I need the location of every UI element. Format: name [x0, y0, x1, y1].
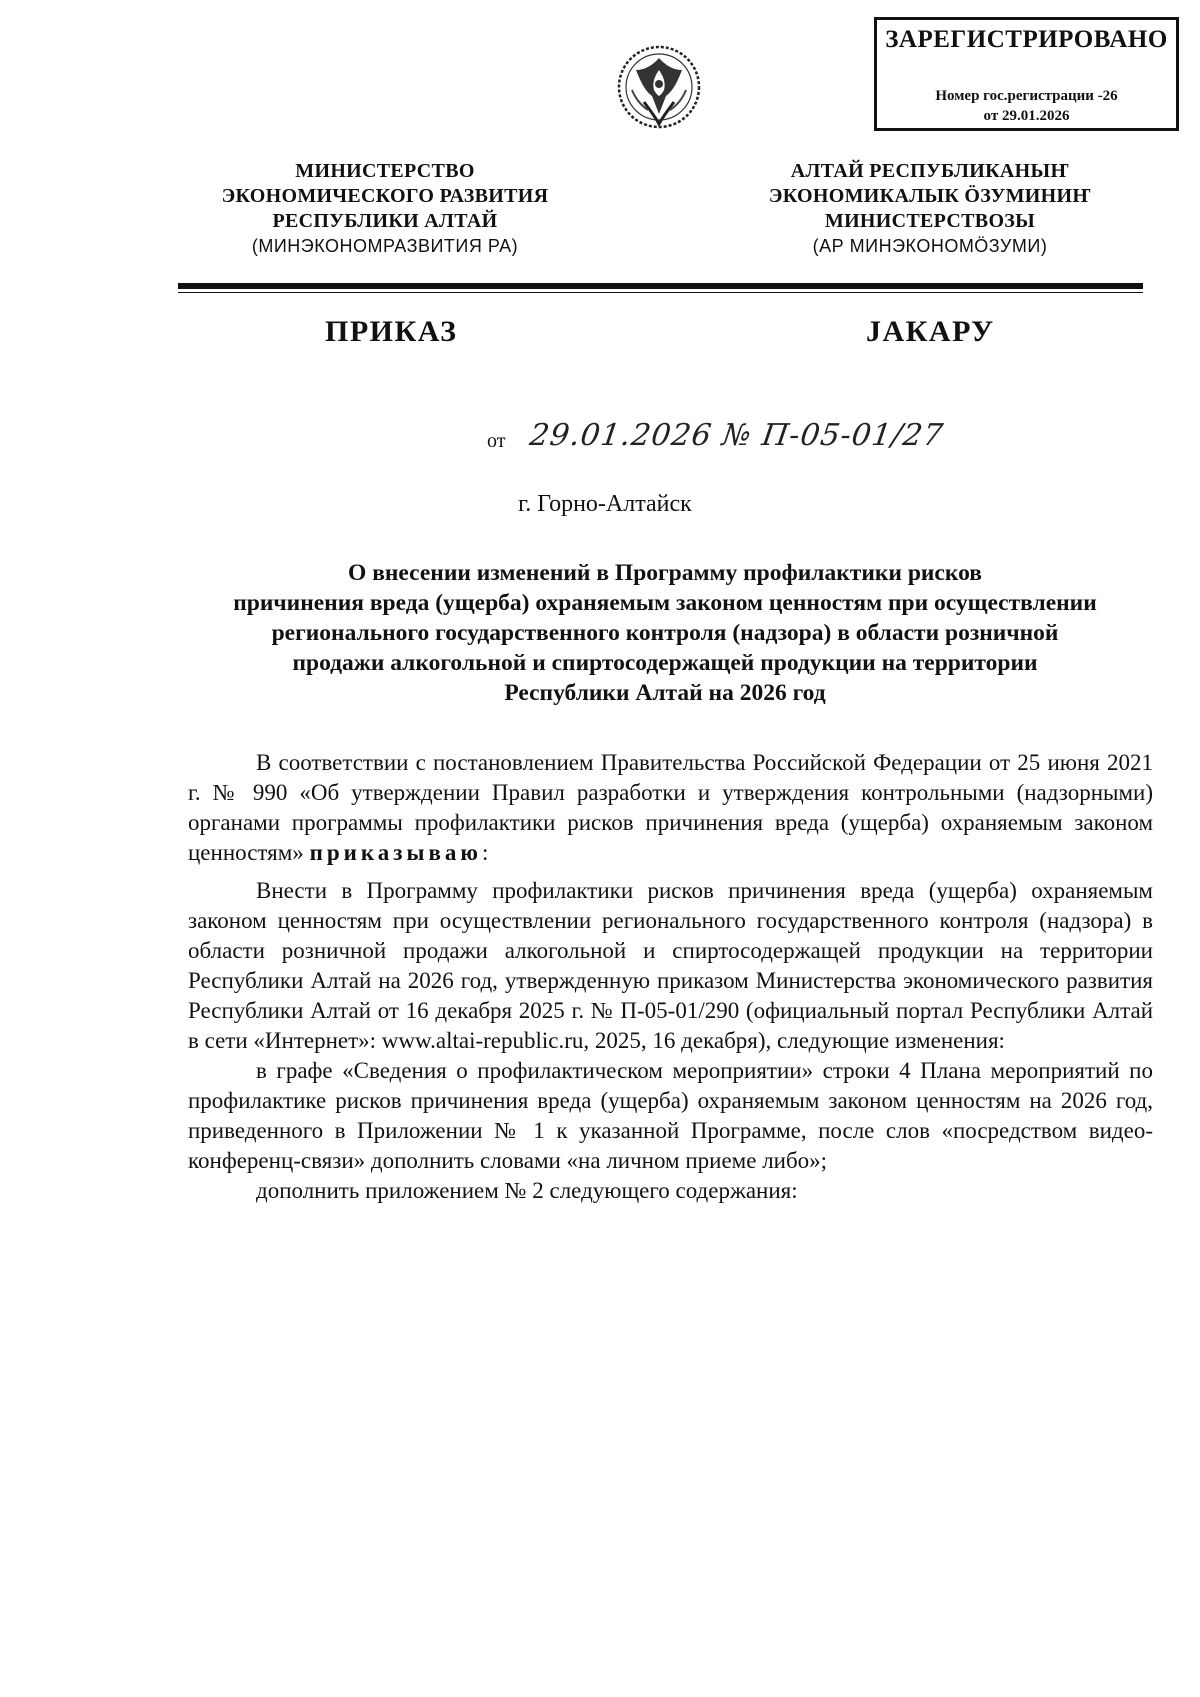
order-body	[188, 748, 1153, 1206]
city-line	[0, 491, 1200, 518]
order-subject	[170, 558, 1160, 708]
date-prefix: от	[487, 430, 506, 452]
ministry-name-line: МИНИСТЕРСТВО	[295, 160, 475, 182]
stamp-title: ЗАРЕГИСТРИРОВАНО	[885, 26, 1168, 53]
order-title-ru: ПРИКАЗ	[325, 315, 458, 348]
ministry-header-ru	[190, 159, 580, 259]
header-divider	[178, 283, 1143, 289]
preamble-colon: :	[481, 840, 489, 865]
registration-stamp	[874, 17, 1179, 131]
stamp-registration-number: Номер гос.регистрации -26	[935, 88, 1118, 104]
body-paragraph-preamble	[188, 748, 1153, 868]
ministry-name-line: ЭКОНОМИЧЕСКОГО РАЗВИТИЯ	[221, 185, 549, 207]
stamp-date: от 29.01.2026	[983, 108, 1070, 124]
body-paragraph: Внести в Программу профилактики рисков причинения вреда (ущерба) охраняемым законом ценностям при осуществлении регионального государственного контроля (надзора) в области розничной продажи алкогольной и спиртосодержащей продукции на территории Республики Алтай на 2026 год, утвержденную приказом Министерства экономического развития Республики Алтай от 16 декабря 2025 г. № П-05-01/290 (официальный портал Республики Алтай в сети «Интернет»: www.altai-republic.ru, 2025, 16 декабря), следующие изменения:	[188, 878, 1153, 1053]
body-paragraph: дополнить приложением № 2 следующего содержания:	[256, 1178, 798, 1203]
order-title-alt: JАКАРУ	[866, 315, 995, 348]
city-name: г. Горно-Алтайск	[518, 491, 692, 517]
ministry-name-line: МИНИСТЕРСТВОЗЫ	[824, 210, 1036, 232]
handwritten-date-number: 29.01.2026 № П-05-01/27	[527, 418, 946, 453]
ministry-abbreviation: (АР МИНЭКОНОМÖЗУМИ)	[812, 236, 1048, 256]
preamble-text: В соответствии с постановлением Правительства Российской Федерации от 25 июня 2021 г. № 990 «Об утверждении Правил разработки и утверждения контрольными (надзорными) органами программы профилактики рисков причинения вреда (ущерба) охраняемым законом ценностям»	[188, 750, 1153, 865]
ministry-name-line: РЕСПУБЛИКИ АЛТАЙ	[272, 210, 498, 232]
header-divider-thin	[178, 292, 1143, 293]
subject-line: причинения вреда (ущерба) охраняемым законом ценностям при осуществлении	[233, 590, 1097, 616]
ministry-header-alt	[735, 159, 1125, 259]
order-keyword: приказываю	[309, 840, 482, 865]
subject-line: продажи алкогольной и спиртосодержащей продукции на территории	[292, 650, 1038, 676]
ministry-name-line: АЛТАЙ РЕСПУБЛИКАНЫҤ	[790, 160, 1070, 182]
coat-of-arms-icon	[614, 40, 704, 134]
ministry-abbreviation: (МИНЭКОНОМРАЗВИТИЯ РА)	[251, 236, 519, 256]
subject-line: Республики Алтай на 2026 год	[504, 680, 826, 706]
ministry-name-line: ЭКОНОМИКАЛЫК ÖЗУМИНИҤ	[768, 185, 1092, 207]
subject-line: О внесении изменений в Программу профилактики рисков	[348, 560, 982, 586]
body-paragraph: в графе «Сведения о профилактическом мероприятии» строки 4 Плана мероприятий по профилактике рисков причинения вреда (ущерба) охраняемым законом ценностям на 2026 год, приведенного в Приложении № 1 к указанной Программе, после слов «посредством видео-конференц-связи» дополнить словами «на личном приеме либо»;	[188, 1058, 1153, 1173]
subject-line: регионального государственного контроля (надзора) в области розничной	[271, 620, 1059, 646]
